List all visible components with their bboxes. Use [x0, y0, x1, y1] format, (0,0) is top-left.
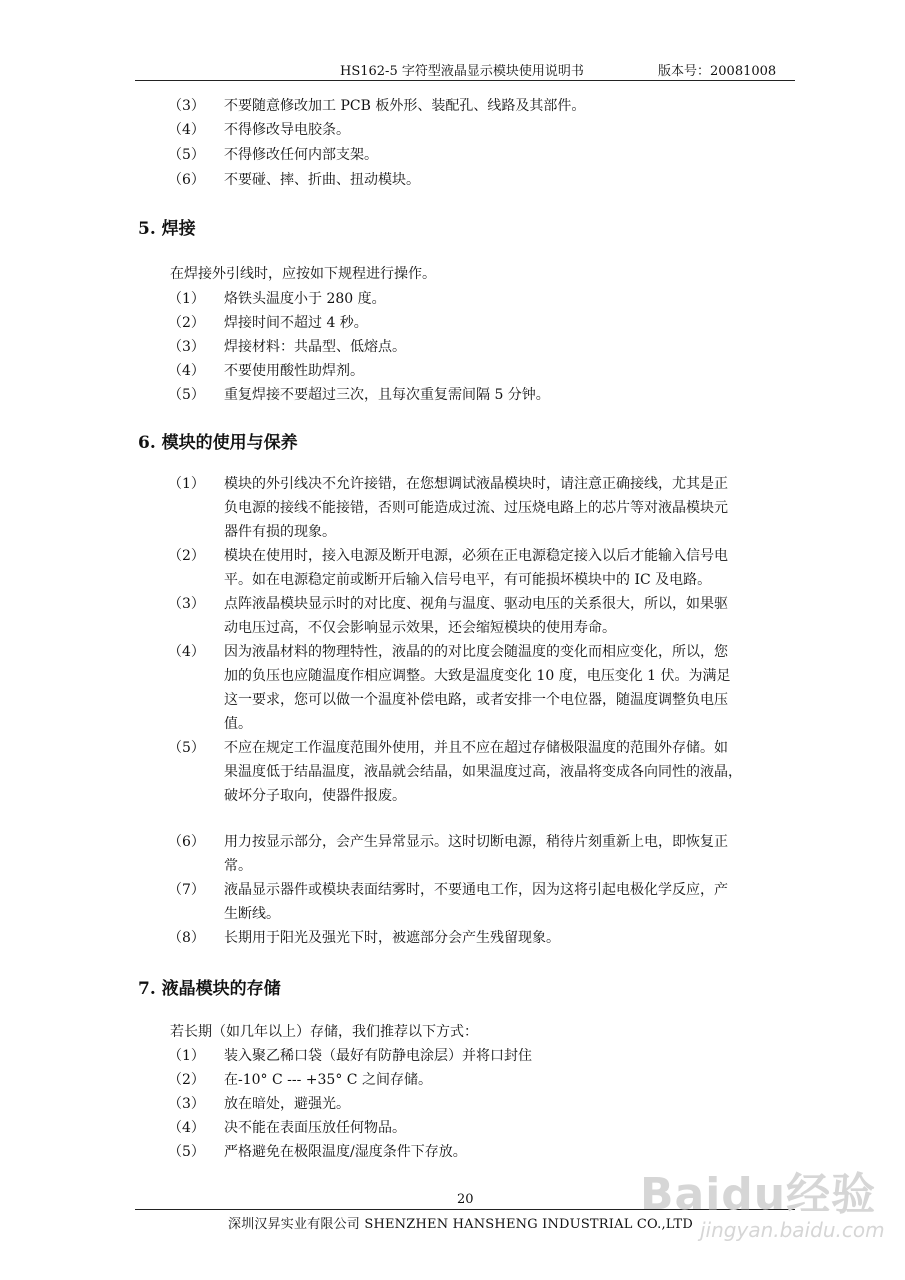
list-item-number: （1） — [168, 476, 205, 492]
version-number: 版本号：20081008 — [658, 64, 777, 79]
list-item-number: （4） — [168, 644, 205, 660]
list-item-number: （3） — [168, 1096, 205, 1112]
list-item-line: 果温度低于结晶温度，液晶就会结晶，如果温度过高，液晶将变成各向同性的液晶， — [224, 764, 742, 780]
list-item-number: （5） — [168, 387, 205, 403]
list-item-text: 在-10° C --- +35° C 之间存储。 — [224, 1072, 432, 1088]
list-item-line: 模块在使用时，接入电源及断开电源，必须在正电源稳定接入以后才能输入信号电 — [224, 548, 728, 564]
list-item-line: 常。 — [224, 858, 252, 874]
list-item-text: 决不能在表面压放任何物品。 — [224, 1120, 406, 1136]
list-item-line: 模块的外引线决不允许接错，在您想调试液晶模块时，请注意正确接线，尤其是正 — [224, 476, 728, 492]
list-item-line: 动电压过高，不仅会影响显示效果，还会缩短模块的使用寿命。 — [224, 620, 616, 636]
list-item-text: 焊接材料：共晶型、低熔点。 — [224, 339, 406, 355]
list-item-line: 用力按显示部分，会产生异常显示。这时切断电源，稍待片刻重新上电，即恢复正 — [224, 834, 728, 850]
list-item-number: （5） — [168, 147, 205, 163]
list-item-number: （3） — [168, 339, 205, 355]
list-item-number: （6） — [168, 172, 205, 188]
list-item-line: 值。 — [224, 716, 252, 732]
list-item-text: 严格避免在极限温度/湿度条件下存放。 — [224, 1144, 467, 1160]
page-number: 20 — [457, 1192, 474, 1207]
list-item-line: 生断线。 — [224, 906, 280, 922]
list-item-number: （2） — [168, 548, 205, 564]
section-intro: 若长期（如几年以上）存储，我们推荐以下方式： — [170, 1024, 478, 1040]
list-item-number: （6） — [168, 834, 205, 850]
list-item-number: （7） — [168, 882, 205, 898]
list-item-text: 烙铁头温度小于 280 度。 — [224, 291, 386, 307]
list-item-line: 器件有损的现象。 — [224, 524, 336, 540]
company-footer: 深圳汉昇实业有限公司 SHENZHEN HANSHENG INDUSTRIAL CO.,LTD — [228, 1217, 694, 1232]
list-item-text: 装入聚乙稀口袋（最好有防静电涂层）并将口封住 — [224, 1048, 532, 1064]
list-item-line: 平。如在电源稳定前或断开后输入信号电平，有可能损坏模块中的 IC 及电路。 — [224, 572, 712, 588]
baidu-watermark-logo: Baidu经验 — [640, 1169, 877, 1220]
list-item-line: 这一要求，您可以做一个温度补偿电路，或者安排一个电位器，随温度调整负电压 — [224, 692, 728, 708]
section-heading-welding: 5. 焊接 — [138, 219, 196, 239]
section-intro: 在焊接外引线时，应按如下规程进行操作。 — [170, 266, 436, 282]
section-heading-usage: 6. 模块的使用与保养 — [138, 433, 298, 453]
list-item-line: 点阵液晶模块显示时的对比度、视角与温度、驱动电压的关系很大，所以，如果驱 — [224, 596, 728, 612]
list-item-line: 加的负压也应随温度作相应调整。大致是温度变化 10 度，电压变化 1 伏。为满足 — [224, 668, 731, 684]
list-item-line: 因为液晶材料的物理特性，液晶的的对比度会随温度的变化而相应变化，所以，您 — [224, 644, 728, 660]
list-item-number: （2） — [168, 315, 205, 331]
list-item-number: （5） — [168, 1144, 205, 1160]
list-item-number: （1） — [168, 1048, 205, 1064]
document-title: HS162-5 字符型液晶显示模块使用说明书 — [340, 64, 584, 79]
list-item-number: （3） — [168, 98, 205, 114]
list-item-number: （5） — [168, 740, 205, 756]
list-item-number: （8） — [168, 930, 205, 946]
list-item-number: （4） — [168, 363, 205, 379]
list-item-text: 不要随意修改加工 PCB 板外形、装配孔、线路及其部件。 — [224, 98, 586, 114]
list-item-line: 不应在规定工作温度范围外使用，并且不应在超过存储极限温度的范围外存储。如 — [224, 740, 728, 756]
list-item-line: 长期用于阳光及强光下时，被遮部分会产生残留现象。 — [224, 930, 560, 946]
list-item-number: （3） — [168, 596, 205, 612]
list-item-line: 液晶显示器件或模块表面结雾时，不要通电工作，因为这将引起电极化学反应，产 — [224, 882, 728, 898]
list-item-number: （2） — [168, 1072, 205, 1088]
list-item-text: 不要使用酸性助焊剂。 — [224, 363, 364, 379]
list-item-line: 负电源的接线不能接错，否则可能造成过流、过压烧电路上的芯片等对液晶模块元 — [224, 500, 728, 516]
list-item-number: （1） — [168, 291, 205, 307]
list-item-line: 破坏分子取向，使器件报废。 — [224, 788, 406, 804]
baidu-watermark-url: jingyan.baidu.com — [700, 1218, 885, 1242]
header-rule — [135, 80, 795, 81]
list-item-number: （4） — [168, 122, 205, 138]
list-item-text: 不得修改任何内部支架。 — [224, 147, 378, 163]
list-item-text: 放在暗处，避强光。 — [224, 1096, 350, 1112]
list-item-text: 不要碰、摔、折曲、扭动模块。 — [224, 172, 420, 188]
list-item-number: （4） — [168, 1120, 205, 1136]
section-heading-storage: 7. 液晶模块的存储 — [138, 979, 281, 999]
list-item-text: 焊接时间不超过 4 秒。 — [224, 315, 368, 331]
list-item-text: 不得修改导电胶条。 — [224, 122, 350, 138]
list-item-text: 重复焊接不要超过三次，且每次重复需间隔 5 分钟。 — [224, 387, 550, 403]
